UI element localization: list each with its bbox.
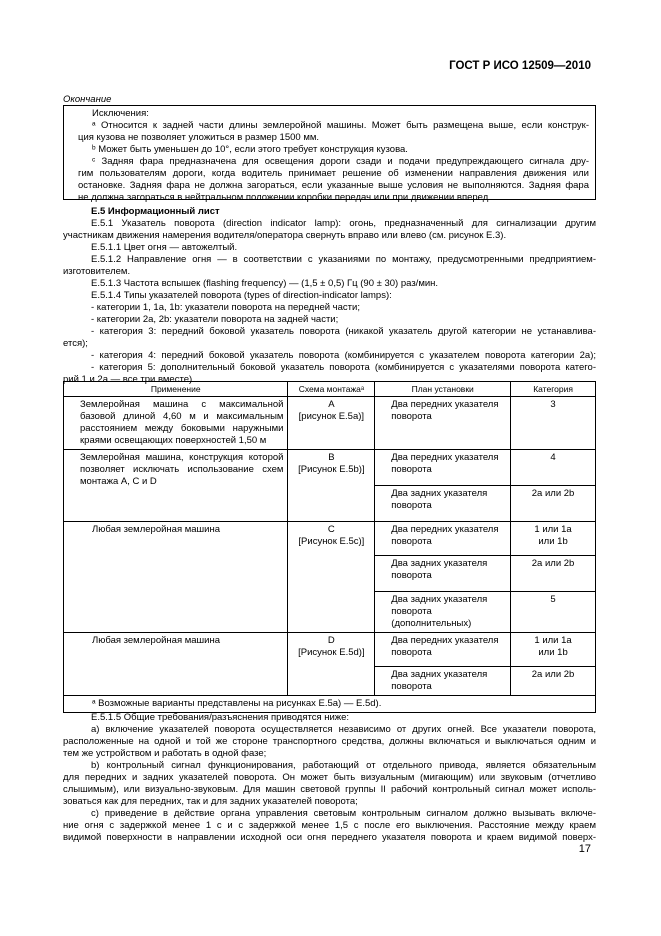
body-line: Е.5.1.5 Общие требования/разъяснения приводятся ниже: — [91, 712, 350, 723]
category-cell: 1 или 1а или 1b — [511, 522, 596, 556]
body-line: Е.5.1.1 Цвет огня — автожелтый. — [91, 242, 238, 253]
document-id: ГОСТ Р ИСО 12509—2010 — [449, 60, 591, 72]
category-cell: 2а или 2b — [511, 667, 596, 696]
exception-line: ᶜ Задняя фара предназначена для освещения дороги сзади и подачи предупреждающего сигнала дру- — [92, 156, 589, 167]
plan-cell: Два задних указателя поворота (дополнительных) — [375, 592, 511, 633]
category-cell: 4 — [511, 450, 596, 486]
indicator-table — [63, 381, 596, 713]
body-line: - категория 5: дополнительный боковой указатель поворота (комбинируется с указателями поворота катего- — [91, 362, 596, 373]
body-line: тем же устройством и работать в одной фазе; — [63, 748, 267, 759]
body-line: изготовителем. — [63, 266, 131, 277]
plan-cell: Два задних указателя поворота — [375, 667, 511, 696]
application-cell: Любая землеройная машина — [64, 522, 288, 633]
body-line: Е.5.1.4 Типы указателей поворота (types of direction-indicator lamps): — [91, 290, 392, 301]
table-row — [64, 522, 596, 556]
table-header-row — [64, 382, 596, 397]
body-line: видимой поверхности в направлении исходной оси огня переднего указателя поворота и краем видимой поверх- — [63, 832, 596, 843]
plan-cell: Два передних указателя поворота — [375, 397, 511, 450]
plan-cell: Два передних указателя поворота — [375, 633, 511, 667]
body-line: Е.5.1.3 Частота вспышек (flashing frequency) — (1,5 ± 0,5) Гц (90 ± 30) раз/мин. — [91, 278, 439, 289]
plan-cell: Два передних указателя поворота — [375, 450, 511, 486]
plan-cell: Два передних указателя поворота — [375, 522, 511, 556]
scheme-cell: В [Рисунок Е.5b)] — [288, 450, 375, 522]
exception-line: не должна загораться в нейтральном положении коробки передач или при движении вперед. — [78, 192, 491, 203]
application-cell: Любая землеройная машина — [64, 633, 288, 696]
body-line: а) включение указателей поворота осуществляется независимо от других огней. Все указатели поворота, — [91, 724, 596, 735]
body-line: расположенные на одной и той же стороне транспортного средства, должны включаться и выключаться одним и — [63, 736, 596, 747]
body-line: для передних и задних указателей поворота. Он может быть визуальным (мигающим) или звуковым (отчетливо — [63, 772, 596, 783]
exception-line: остановке. Задняя фара не должна загораться, если указанные выше условия не выполняются. Задняя фара — [78, 180, 589, 191]
scheme-cell: С [Рисунок Е.5с)] — [288, 522, 375, 633]
body-line: участникам движения намерения водителя/оператора свернуть вправо или влево (см. рисунок Е.3). — [63, 230, 507, 241]
plan-cell: Два задних указателя поворота — [375, 556, 511, 592]
plan-cell: Два задних указателя поворота — [375, 486, 511, 522]
table-row — [64, 633, 596, 667]
body-line: ется); — [63, 338, 88, 349]
body-line: - категории 2а, 2b: указатели поворота на задней части; — [91, 314, 339, 325]
exception-line: ᵇ Может быть уменьшен до 10°, если этого требует конструкция кузова. — [92, 144, 408, 155]
body-line: Е.5.1 Указатель поворота (direction indicator lamp): огонь, предназначенный для сигнализации другим — [91, 218, 596, 229]
body-line: b) контрольный сигнал функционирования, работающий от отдельного привода, является обязательным — [91, 760, 596, 771]
table-row — [64, 397, 596, 450]
category-cell: 5 — [511, 592, 596, 633]
scheme-cell: D [Рисунок Е.5d)] — [288, 633, 375, 696]
body-line: Е.5.1.2 Направление огня — в соответствии с указаниями по монтажу, предусмотренными предприятием- — [91, 254, 596, 265]
column-header: Применение — [64, 382, 288, 397]
body-line: с) приведение в действие органа управления световым контрольным сигналом должно вызывать включе- — [91, 808, 596, 819]
body-line: ние огня с задержкой менее 1 с и с задержкой менее 1,5 с после его выключения. Расстояние между краем — [63, 820, 596, 831]
body-line: - категория 3: передний боковой указатель поворота (никакой указатель другой категории не устанавлива- — [91, 326, 596, 337]
body-line: - категории 1, 1а, 1b: указатели поворота на передней части; — [91, 302, 360, 313]
column-header: Категория — [511, 382, 596, 397]
scheme-cell: А [рисунок Е.5а)] — [288, 397, 375, 450]
body-line: слышимым), или визуально-звуковым. Для машин световой группы II рабочий контрольный сигнал может исполь- — [63, 784, 596, 795]
section-heading: Е.5 Информационный лист — [91, 206, 220, 217]
category-cell: 2а или 2b — [511, 556, 596, 592]
continuation-label: Окончание — [63, 94, 112, 105]
application-cell: Землеройная машина с максимальной базовой длиной 4,60 м и максимальным расстоянием между боковыми наружными краями освещающих поверхностей 1,50 м — [64, 397, 288, 450]
body-line: рий 1 и 2а — все три вместе). — [63, 374, 195, 385]
category-cell: 3 — [511, 397, 596, 450]
exceptions-title: Исключения: — [92, 108, 149, 119]
application-cell: Землеройная машина, конструкция которой позволяет исключать использование схем монтажа А, С и D — [64, 450, 288, 522]
exceptions-box — [63, 105, 596, 203]
exception-line: ᵃ Относится к задней части длины землеройной машины. Может быть размещена выше, если конструк- — [92, 120, 589, 131]
column-header: План установки — [375, 382, 511, 397]
page-number: 17 — [578, 843, 591, 855]
table-row — [64, 450, 596, 486]
body-line: зоваться как для передних, так и для задних указателей поворота; — [63, 796, 358, 807]
category-cell: 2а или 2b — [511, 486, 596, 522]
category-cell: 1 или 1а или 1b — [511, 633, 596, 667]
exception-line: гим пользователям дороги, когда водитель принимает решение об изменении направления движения или — [78, 168, 589, 179]
exception-line: ция кузова не позволяет уложиться в размер 1500 мм. — [78, 132, 320, 143]
table-footnote: ᵃ Возможные варианты представлены на рисунках Е.5а) — Е.5d). — [64, 696, 596, 713]
body-line: - категория 4: передний боковой указатель поворота (комбинируется с указателем поворота категории 2а); — [91, 350, 596, 361]
table-footnote-row — [64, 696, 596, 713]
column-header: Схема монтажаᵃ — [288, 382, 375, 397]
